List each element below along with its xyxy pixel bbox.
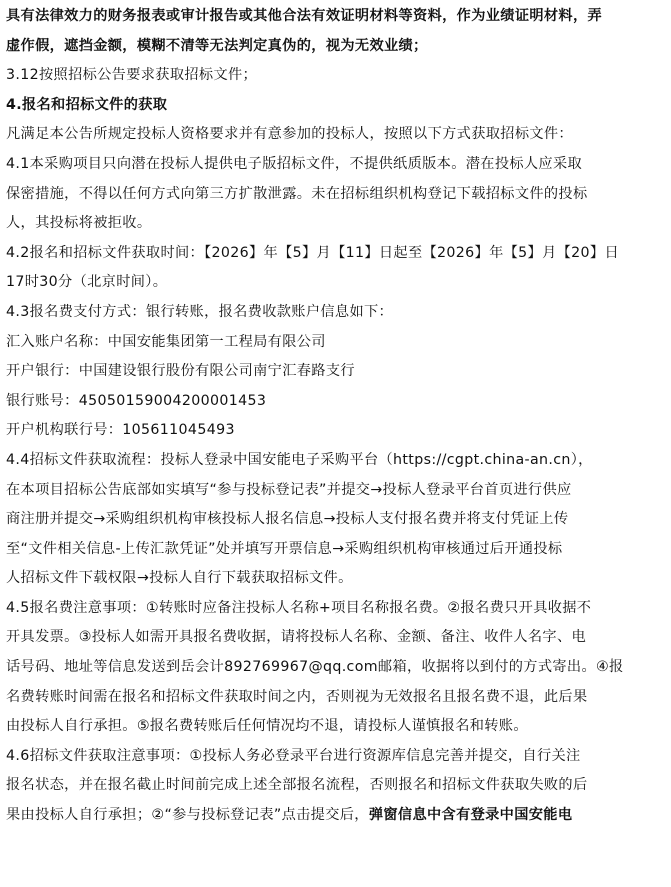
text-line [6,505,658,535]
text-line [6,742,658,772]
text-line [6,683,658,713]
text-segment: 3.12按照招标公告要求获取招标文件； [6,67,258,84]
text-line [6,120,658,150]
text-segment: 4.1本采购项目只向潜在投标人提供电子版招标文件，不提供纸质版本。潜在投标人应采取 [6,155,583,172]
text-line [6,653,658,683]
text-line [6,416,658,446]
text-segment: 人招标文件下载权限→投标人自行下载获取招标文件。 [6,570,353,587]
text-segment: 4.5报名费注意事项：①转账时应备注投标人名称+项目名称报名费。②报名费只开具收据不 [6,599,592,616]
text-line [6,61,658,91]
bold-text-segment: 虚作假，遮挡金额，模糊不清等无法判定真伪的，视为无效业绩； [6,37,428,54]
text-line [6,239,658,269]
text-line [6,387,658,417]
text-line [6,446,658,476]
text-segment: 汇入账户名称：中国安能集团第一工程局有限公司 [6,333,326,350]
text-segment: 开具发票。③投标人如需开具报名费收据，请将投标人名称、金额、备注、收件人名字、电 [6,629,587,646]
text-segment: 至“文件相关信息-上传汇款凭证”处并填写开票信息→采购组织机构审核通过后开通投标 [6,540,563,557]
text-segment: 在本项目招标公告底部如实填写“参与投标登记表”并提交→投标人登录平台首页进行供应 [6,481,572,498]
text-line [6,2,658,32]
text-line [6,298,658,328]
text-segment: 4.3报名费支付方式：银行转账，报名费收款账户信息如下： [6,303,394,320]
text-line [6,180,658,210]
text-line [6,357,658,387]
text-segment: 开户机构联行号：105611045493 [6,422,235,439]
text-segment: 由投标人自行承担。⑤报名费转账后任何情况均不退，请投标人谨慎报名和转账。 [6,718,528,735]
text-segment: 报名状态，并在报名截止时间前完成上述全部报名流程，否则报名和招标文件获取失败的后 [6,777,588,794]
text-segment: 保密措施，不得以任何方式向第三方扩散泄露。未在招标组织机构登记下载招标文件的投标 [6,185,588,202]
document-body [6,2,658,831]
text-line [6,623,658,653]
text-line [6,268,658,298]
text-segment: 凡满足本公告所规定投标人资格要求并有意参加的投标人，按照以下方式获取招标文件： [6,126,573,143]
text-segment: 4.2报名和招标文件获取时间：【2026】年【5】月【11】日起至【2026】年【5】月【20】日 [6,244,619,261]
text-line [6,150,658,180]
text-line [6,32,658,62]
text-line [6,594,658,624]
text-segment: 17时30分（北京时间）。 [6,274,168,291]
text-segment: 开户银行：中国建设银行股份有限公司南宁汇春路支行 [6,363,355,380]
text-segment: 商注册并提交→采购组织机构审核投标人报名信息→投标人支付报名费并将支付凭证上传 [6,511,569,528]
text-segment: 4.6招标文件获取注意事项：①投标人务必登录平台进行资源库信息完善并提交，自行关注 [6,747,581,764]
text-segment: 话号码、地址等信息发送到岳会计892769967@qq.com邮箱，收据将以到付的方式寄出。④报 [6,659,624,676]
text-line [6,535,658,565]
bold-text-segment: 4.报名和招标文件的获取 [6,96,168,113]
text-segment: 4.4招标文件获取流程：投标人登录中国安能电子采购平台（https://cgpt.china-an.cn）， [6,451,593,468]
text-line [6,328,658,358]
text-line [6,564,658,594]
bold-text-segment: 弹窗信息中含有登录中国安能电 [368,807,573,824]
bold-text-segment: 具有法律效力的财务报表或审计报告或其他合法有效证明材料等资料，作为业绩证明材料，弄 [6,8,603,24]
text-line [6,801,658,831]
text-segment: 名费转账时间需在报名和招标文件获取时间之内，否则视为无效报名且报名费不退，此后果 [6,688,588,705]
text-line [6,209,658,239]
text-line [6,712,658,742]
text-segment: 银行账号：45050159004200001453 [6,392,267,409]
text-segment: 果由投标人自行承担；②“参与投标登记表”点击提交后， [6,807,369,824]
text-line [6,91,658,121]
text-line [6,771,658,801]
text-segment: 人，其投标将被拒收。 [6,215,152,232]
text-line [6,476,658,506]
